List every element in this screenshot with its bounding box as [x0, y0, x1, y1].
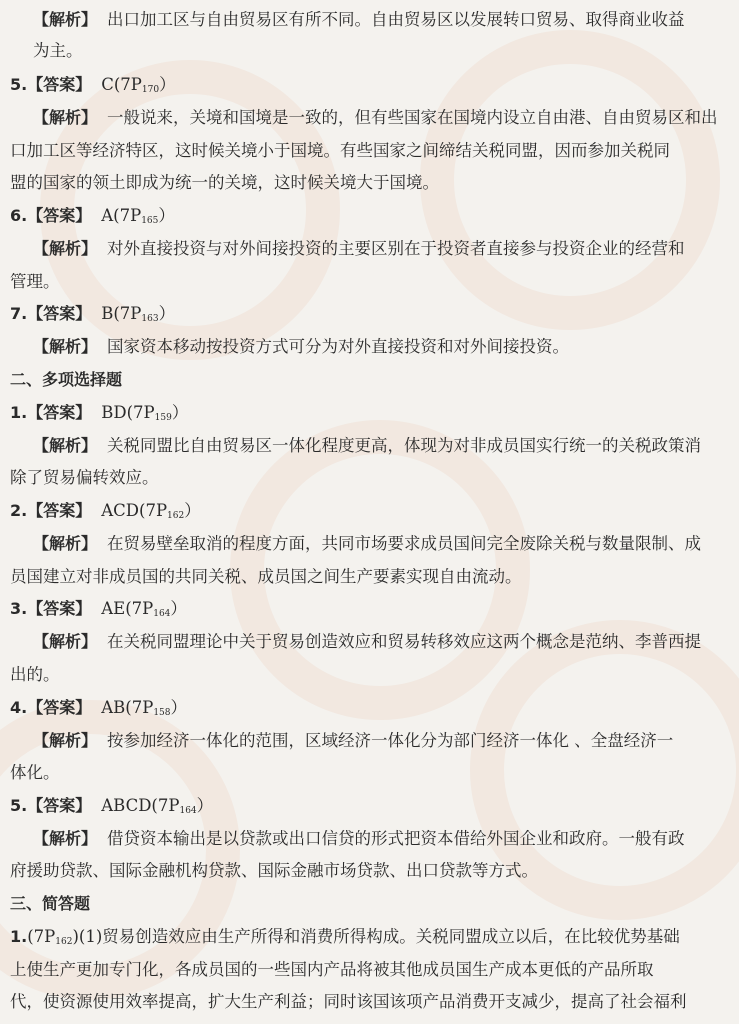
text-line: 【解析】 国家资本移动按投资方式可分为对外直接投资和对外间接投资。	[33, 337, 570, 356]
answer-label: 【答案】	[27, 75, 92, 94]
section-heading-multiple-choice: 二、多项选择题	[10, 370, 123, 389]
text-line: 代，使资源使用效率提高，扩大生产利益；同时该国该项产品消费开支减少，提高了社会福利	[10, 992, 687, 1011]
answer-label: 【答案】	[27, 501, 92, 520]
text-line: 【解析】 借贷资本输出是以贷款或出口信贷的形式把资本借给外国企业和政府。一般有政	[33, 829, 685, 848]
text-line: 出的。	[10, 665, 60, 684]
answer-line: 4.【答案】 $AB(7P_{158})$	[10, 698, 187, 718]
answer-line: 3.【答案】 $AE(7P_{164})$	[10, 599, 187, 619]
text-line: 【解析】 出口加工区与自由贸易区有所不同。自由贸易区以发展转口贸易、取得商业收益	[33, 10, 685, 29]
answer-line: 2.【答案】 $ACD(7P_{162})$	[10, 501, 201, 521]
analysis-label: 【解析】	[33, 108, 98, 127]
answer-label: 【答案】	[27, 403, 92, 422]
text-line: 府援助贷款、国际金融机构贷款、国际金融市场贷款、出口贷款等方式。	[10, 861, 538, 880]
text-line: $1.(7P_{162})(1)$贸易创造效应由生产所得和消费所得构成。关税同盟成立以后，在比较优势基础	[10, 927, 680, 947]
analysis-label: 【解析】	[33, 534, 98, 553]
text-line: 【解析】 一般说来，关境和国境是一致的，但有些国家在国境内设立自由港、自由贸易区和出	[33, 108, 718, 127]
answer-line: 5.【答案】 $ABCD(7P_{164})$	[10, 796, 214, 816]
text-line: 【解析】 在关税同盟理论中关于贸易创造效应和贸易转移效应这两个概念是范纳、李普西提	[33, 632, 702, 651]
answer-line: 5.【答案】 $C(7P_{170})$	[10, 75, 176, 95]
text-line: 管理。	[10, 272, 60, 291]
answer-label: 【答案】	[27, 698, 92, 717]
answer-label: 【答案】	[27, 599, 92, 618]
analysis-label: 【解析】	[33, 239, 98, 258]
text-line: 【解析】 对外直接投资与对外间接投资的主要区别在于投资者直接参与投资企业的经营和	[33, 239, 685, 258]
analysis-label: 【解析】	[33, 337, 98, 356]
text-line: 为主。	[33, 41, 83, 60]
answer-line: 7.【答案】 $B(7P_{163})$	[10, 304, 176, 324]
analysis-label: 【解析】	[33, 436, 98, 455]
analysis-label: 【解析】	[33, 10, 98, 29]
text-line: 除了贸易偏转效应。	[10, 468, 159, 487]
answer-label: 【答案】	[27, 304, 92, 323]
text-line: 【解析】 关税同盟比自由贸易区一体化程度更高，体现为对非成员国实行统一的关税政策消	[33, 436, 702, 455]
analysis-label: 【解析】	[33, 731, 98, 750]
section-heading-short-answer: 三、简答题	[10, 894, 91, 913]
text-line: 【解析】 按参加经济一体化的范围，区域经济一体化分为部门经济一体化 、全盘经济一	[33, 731, 674, 750]
text-line: 员国建立对非成员国的共同关税、成员国之间生产要素实现自由流动。	[10, 567, 522, 586]
answer-label: 【答案】	[27, 206, 92, 225]
text-line: 上使生产更加专门化，各成员国的一些国内产品将被其他成员国生产成本更低的产品所取	[10, 960, 654, 979]
answer-line: 6.【答案】 $A(7P_{165})$	[10, 206, 175, 226]
text-line: 【解析】 在贸易壁垒取消的程度方面，共同市场要求成员国间完全废除关税与数量限制、成	[33, 534, 702, 553]
text-line: 体化。	[10, 763, 60, 782]
text-line: 盟的国家的领土即成为统一的关境，这时候关境大于国境。	[10, 173, 439, 192]
analysis-label: 【解析】	[33, 632, 98, 651]
answer-label: 【答案】	[27, 796, 92, 815]
text-line: 口加工区等经济特区，这时候关境小于国境。有些国家之间缔结关税同盟，因而参加关税同	[10, 141, 670, 160]
answer-line: 1.【答案】 $BD(7P_{159})$	[10, 403, 189, 423]
analysis-label: 【解析】	[33, 829, 98, 848]
